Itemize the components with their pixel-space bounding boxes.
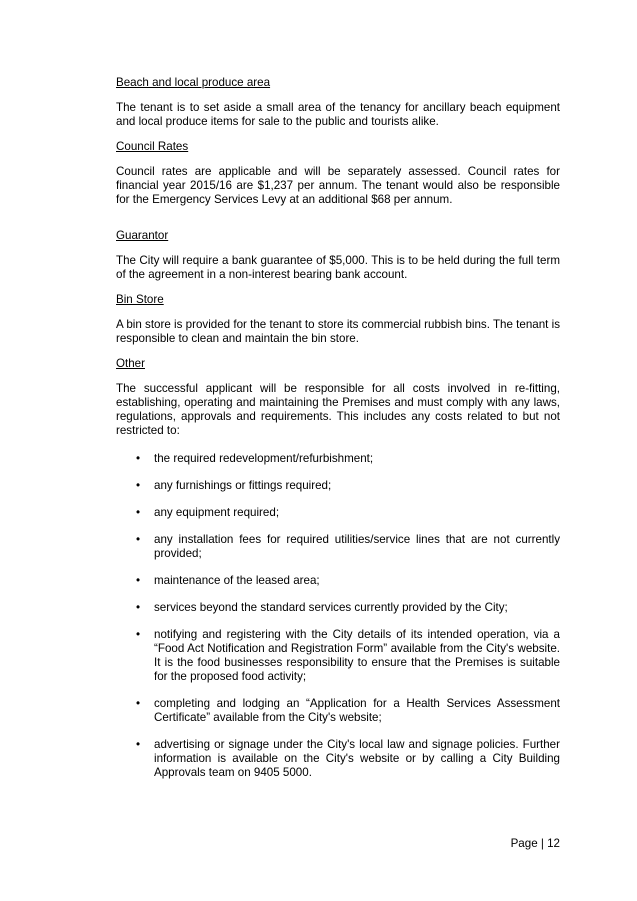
list-item-text: any furnishings or fittings required; — [154, 479, 332, 492]
section-body: The tenant is to set aside a small area of the tenancy for ancillary beach equipment and local produce items for sale to the public and tourists alike. — [116, 101, 560, 128]
list-item-text: completing and lodging an “Application for a Health Services Assessment Certificate” available from the City's website; — [154, 697, 560, 724]
list-item — [116, 574, 560, 588]
list-item-text: advertising or signage under the City's local law and signage policies. Further information is available on the City's website or by calling a City Building Approvals team on 9405 5000. — [154, 738, 560, 779]
list-item — [116, 479, 560, 493]
page-number: Page | 12 — [510, 837, 560, 850]
list-item-text: any installation fees for required utilities/service lines that are not currently provided; — [154, 533, 560, 560]
section-beach-produce — [116, 76, 560, 129]
section-bin-store — [116, 293, 560, 346]
bullet-icon: • — [136, 738, 141, 751]
list-item-text: notifying and registering with the City details of its intended operation, via a “Food Act Notification and Registration Form” available from the City's website. It is the food businesses responsibility to ensure that the Premises is suitable for the proposed food activity; — [154, 628, 560, 683]
list-item-text: maintenance of the leased area; — [154, 574, 320, 587]
list-item-text: services beyond the standard services currently provided by the City; — [154, 601, 508, 614]
bullet-icon: • — [136, 628, 141, 641]
bullet-icon: • — [136, 452, 141, 465]
list-item — [116, 628, 560, 684]
bullet-icon: • — [136, 506, 141, 519]
bullet-icon: • — [136, 697, 141, 710]
list-item-text: the required redevelopment/refurbishment; — [154, 452, 374, 465]
cost-list — [116, 452, 560, 780]
list-item — [116, 697, 560, 725]
bullet-icon: • — [136, 533, 141, 546]
bullet-icon: • — [136, 601, 141, 614]
spacer — [116, 218, 560, 229]
section-body: The City will require a bank guarantee of $5,000. This is to be held during the full term of the agreement in a non-interest bearing bank account. — [116, 254, 560, 281]
section-body: Council rates are applicable and will be separately assessed. Council rates for financial year 2015/16 are $1,237 per annum. The tenant would also be responsible for the Emergency Services Levy at an additional $68 per annum. — [116, 165, 560, 206]
list-item-text: any equipment required; — [154, 506, 280, 519]
list-item — [116, 452, 560, 466]
section-heading: Beach and local produce area — [116, 76, 271, 89]
document-page — [116, 76, 560, 793]
section-council-rates — [116, 140, 560, 207]
list-item — [116, 533, 560, 561]
list-item — [116, 601, 560, 615]
section-body: A bin store is provided for the tenant to store its commercial rubbish bins. The tenant is responsible to clean and maintain the bin store. — [116, 318, 560, 345]
section-guarantor — [116, 229, 560, 282]
bullet-icon: • — [136, 574, 141, 587]
section-other — [116, 357, 560, 438]
list-item — [116, 506, 560, 520]
section-body: The successful applicant will be responsible for all costs involved in re-fitting, establishing, operating and maintaining the Premises and must comply with any laws, regulations, approvals and requirements. This includes any costs related to but not restricted to: — [116, 382, 560, 437]
section-heading: Guarantor — [116, 229, 169, 242]
bullet-icon: • — [136, 479, 141, 492]
section-heading: Other — [116, 357, 145, 370]
list-item — [116, 738, 560, 780]
section-heading: Council Rates — [116, 140, 189, 153]
section-heading: Bin Store — [116, 293, 164, 306]
